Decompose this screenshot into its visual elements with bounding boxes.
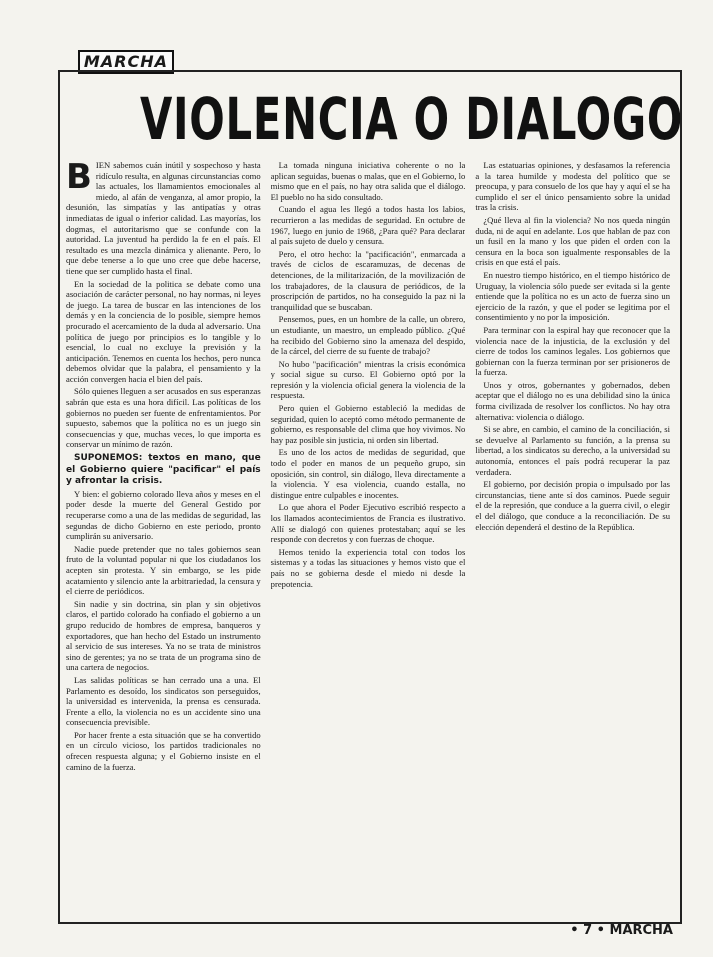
paragraph: No hubo "pacificación" mientras la crisis económica y social sigue su curso. El Gobierno optó por la represión y la violencia oficial genera la violencia de la respuesta. (270, 358, 466, 401)
column-2 (271, 160, 466, 900)
paragraph: Las estatuarias opiniones, y desfasamos la referencia a la tarea humilde y modesta del político que se preocupa, y para consuelo de los que hay y aquí el se ha cumplido el ser el único pensamiento sobre la unidad tras la crisis. (475, 160, 671, 213)
paragraph: Pensemos, pues, en un hombre de la calle, un obrero, un estudiante, un maestro, un empleado público. ¿Qué ha recibido del Gobierno sino la amenaza del despido, de la cárcel, del cierre de su fuente de trabajo? (270, 314, 466, 357)
page-footer: • 7 • MARCHA (570, 923, 673, 938)
paragraph: La tomada ninguna iniciativa coherente o no la aplican seguidas, buenas o malas, que en el Gobierno, lo mismo que en el país, no hay otra salida que el diálogo. El pueblo no ha sido consultado. (270, 160, 466, 202)
paragraph: Las salidas políticas se han cerrado una a una. El Parlamento es desoído, los sindicatos son perseguidos, la universidad es intervenida, la prensa es censurada. Frente a ello, la violencia no es un accidente sino una consecuencia previsible. (66, 674, 261, 728)
paragraph (66, 160, 261, 277)
paragraph: Cuando el agua les llegó a todos hasta los labios, recurrieron a las medidas de seguridad. En octubre de 1967, luego en junio de 1968, ¿Para qué? Para declarar al país sujeto de duelo y censura. (270, 204, 466, 247)
paragraph: Sin nadie y sin doctrina, sin plan y sin objetivos claros, el partido colorado ha confiado el gobierno a un grupo reducido de hombres de empresa, banqueros y exportadores, que han hecho del Estado un instrumento al servicio de sus intereses. Ya no se trata de ministros sino de gerentes; ya no se trata de un programa sino de una cartera de negocios. (66, 598, 261, 673)
paragraph: Sólo quienes lleguen a ser acusados en sus esperanzas sabrán que esta es una hora difícil. Las políticas de los gobiernos no pueden ser fuente de enfrentamientos. Por supuesto, sabemos que la política no es un juego sin consecuencias y que, muchas veces, lo que importa es conservar un mínimo de razón. (66, 386, 261, 450)
column-3 (475, 160, 670, 900)
lead-text: SUPONEMOS: textos en mano, que el Gobierno quiere "pacificar" el país y afrontar la crisis. (66, 453, 261, 487)
paragraph: Pero quien el Gobierno estableció la medidas de seguridad, quien lo aceptó como método permanente de gobierno, es responsable del clima que hoy vivimos. No hay paz posible sin justicia, ni orden sin libertad. (270, 403, 466, 445)
paragraph: Y bien: el gobierno colorado lleva años y meses en el poder desde la muerte del General Gestido por recuperarse como a una de las medidas de seguridad, las segundas de dicho Gobierno en este periodo, pronto cumplirán su aniversario. (66, 488, 261, 542)
paragraph: Si se abre, en cambio, el camino de la conciliación, si se devuelve al Parlamento su función, a la prensa su libertad, a los sindicatos su derecho, a la universidad su autonomía, entonces el país podrá recuperar la paz verdadera. (475, 424, 671, 477)
paragraph: Lo que ahora el Poder Ejecutivo escribió respecto a los llamados acontecimientos de Francia es ilustrativo. Allí se dialogó con quienes protestaban; aquí se les responde con decretos y con fuerzas de choque. (270, 502, 466, 545)
drop-cap: B (66, 160, 92, 197)
paragraph-lead (66, 452, 261, 487)
paragraph: En nuestro tiempo histórico, en el tiempo histórico de Uruguay, la violencia sólo puede ser evitada si la gente entiende que la política no es un acto de fuerza sino un ejercicio de la razón, y que el poder se legitima por el consentimiento y no por la imposición. (475, 269, 671, 323)
paragraph: Por hacer frente a esta situación que se ha convertido en un círculo vicioso, los partidos tradicionales no ofrecen respuesta alguna; y el Gobierno insiste en el camino de la fuerza. (66, 729, 261, 772)
masthead-logo: MARCHA (78, 50, 174, 74)
paragraph-text: IEN sabemos cuán inútil y sospechoso y hasta ridículo resulta, en algunas circunstancias como las actuales, los llamamientos emocionales al miedo, al afán de venganza, al amor propio, la desunión, las simpatías y las antipatías y otras inmediatas de igual o inferior calidad. Las mayorías, los dogmas, el autoritarismo que se confunde con la autoridad. La juventud ha perdido la fe en el país. El resultado es una mezcla dinámica y alienante. Pero, lo que debe tenerse a lo que uno cree que debe hacerse, tiene que ser cumplido hasta el final. (66, 160, 261, 276)
paragraph: Unos y otros, gobernantes y gobernados, deben aceptar que el diálogo no es una debilidad sino la única forma civilizada de resolver los conflictos. No hay otra alternativa: violencia o diálogo. (475, 379, 671, 422)
paragraph: El gobierno, por decisión propia o impulsado por las circunstancias, tiene ante sí dos caminos. Puede seguir el de la represión, que conduce a la guerra civil, o elegir el del diálogo, que conduce a la reconciliación. De su elección dependerá el destino de la República. (475, 479, 671, 532)
paragraph: Nadie puede pretender que no tales gobiernos sean fruto de la voluntad popular ni que los ciudadanos los acepten sin protesta. Y sin embargo, se les pide acatamiento y silencio ante la arbitrariedad, la censura y el cierre de periódicos. (66, 543, 261, 597)
paragraph: Hemos tenido la experiencia total con todos los sistemas y a todas las situaciones y hemos visto que el país no se gobierna desde el miedo ni desde la prepotencia. (270, 546, 466, 589)
paragraph: En la sociedad de la politica se debate como una asociación de carácter personal, no hay normas, ni leyes de juego. La tarea de buscar en las intenciones de los demás y en la conciencia de lo posible, siempre hemos procurado el acercamiento de la duda al adversario. Una política de juego por principios es lo tangible y lo esencial, lo cual no excluye la previsión y la anticipación. Tenemos en cuenta los hechos, pero nunca debemos olvidar que la palabra, el pensamiento y la acción convergen hacia el bien del país. (66, 278, 261, 384)
paragraph: Para terminar con la espiral hay que reconocer que la violencia nace de la injusticia, de la exclusión y del cierre de todos los caminos legales. Los gobiernos que gobiernan con la fuerza terminan por ser prisioneros de la fuerza. (475, 324, 671, 378)
column-1 (66, 160, 261, 900)
paragraph: Es uno de los actos de medidas de seguridad, que todo el poder en manos de un pequeño grupo, sin oposición, sin control, sin diálogo, lleva directamente a la violencia. Y esa violencia, cuando estalla, no distingue entre culpables e inocentes. (270, 447, 466, 500)
headline: VIOLENCIA O DIALOGO (140, 85, 684, 153)
paragraph: Pero, el otro hecho: la "pacificación", enmarcada a través de ciclos de escaramuzas, de decenas de detenciones, de la militarización, de la movilización de los trabajadores, de la clausura de periódicos, de la proscripción de partidos, no ha conseguido la paz ni la tranquilidad que se buscaban. (270, 248, 466, 312)
article-body (66, 160, 670, 900)
paragraph: ¿Qué lleva al fin la violencia? No nos queda ningún duda, ni de aquí en adelante. Los que hablan de paz con un fusil en la mano y los que piden el orden con la censura en la boca son igualmente responsables de la crisis en que está el país. (475, 214, 671, 268)
